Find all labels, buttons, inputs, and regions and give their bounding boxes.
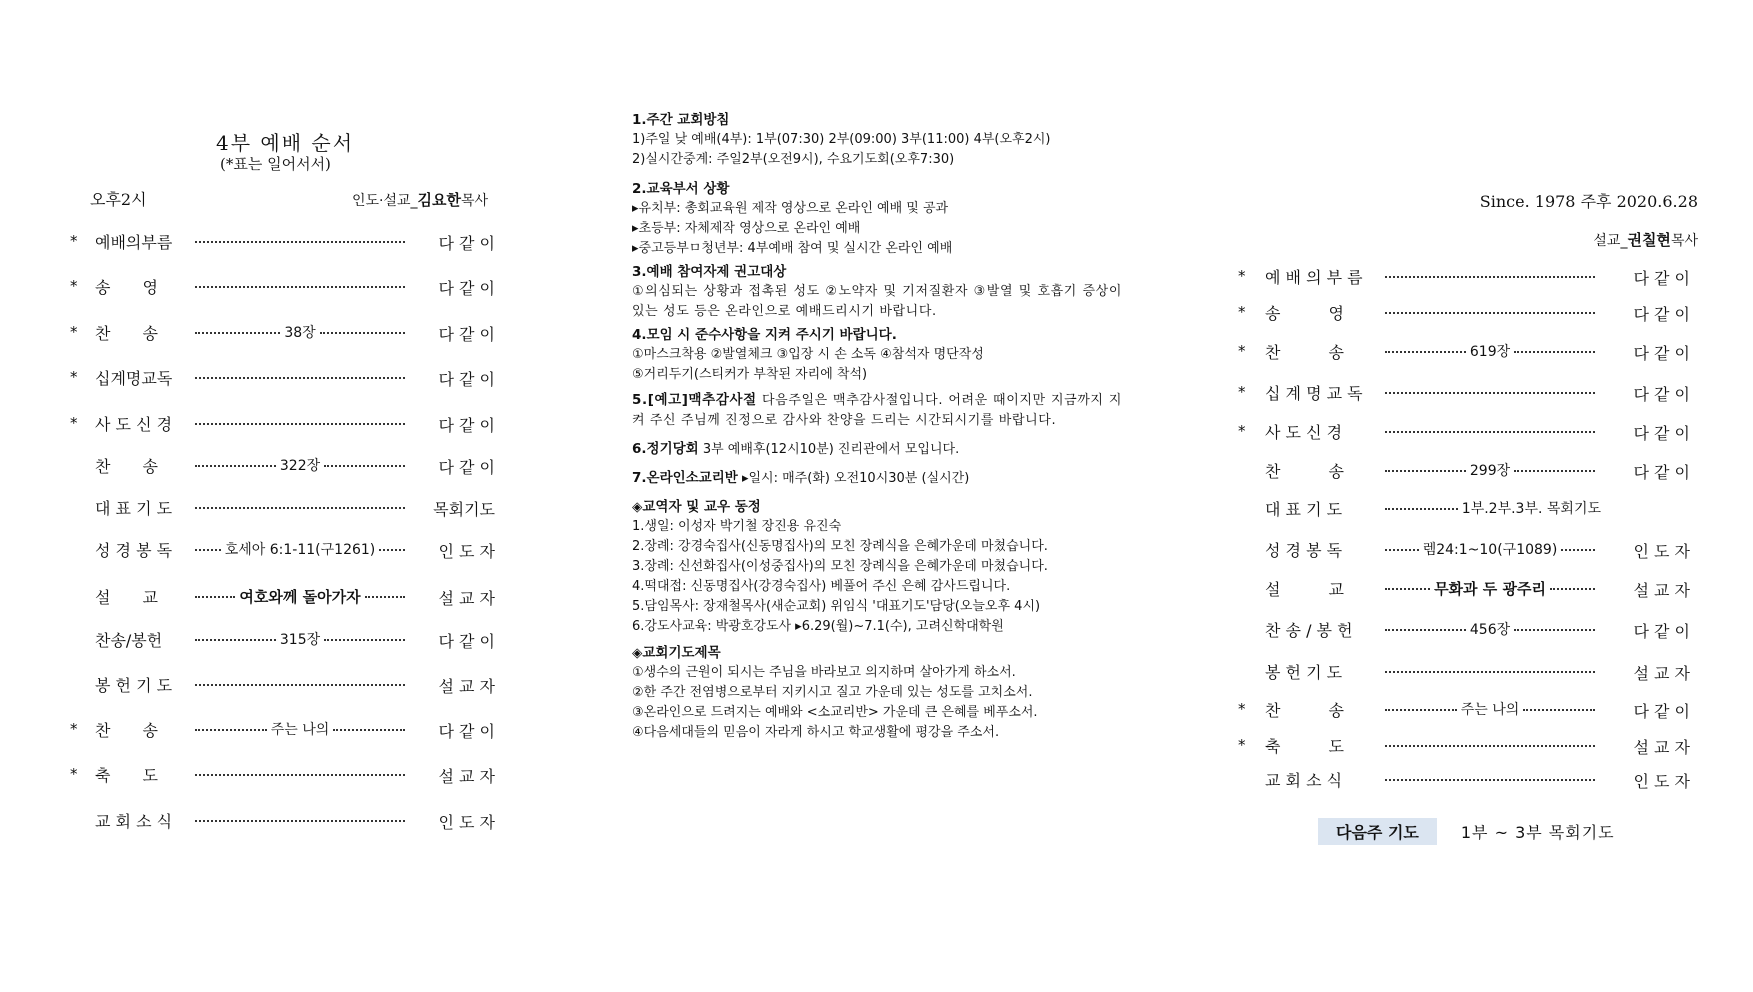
left-service-subtitle: (*표는 일어서서) bbox=[220, 155, 331, 173]
standing-mark: * bbox=[70, 765, 78, 783]
order-dotted-leader bbox=[195, 411, 405, 435]
news-section-rules bbox=[632, 325, 1122, 385]
order-item-person: 설 교 자 bbox=[1633, 581, 1690, 600]
order-item-name: 찬 송 bbox=[95, 456, 158, 476]
order-dotted-leader bbox=[195, 229, 405, 253]
standing-mark: * bbox=[1238, 736, 1246, 754]
news-paragraph: ①의심되는 상황과 접촉된 성도 ②노약자 및 기저질환자 ③발열 및 호흡기 증상이 있는 성도 등은 온라인으로 예배드리시기 바랍니다. bbox=[632, 284, 1122, 319]
order-item-name: 성 경 봉 독 bbox=[1265, 540, 1343, 560]
news-heading: 4.모임 시 준수사항을 지켜 주시기 바랍니다. bbox=[632, 327, 897, 343]
preacher-name: 권칠현 bbox=[1627, 231, 1671, 249]
news-line: ②한 주간 전염병으로부터 지키시고 질고 가운데 있는 성도를 고치소서. bbox=[632, 685, 1033, 700]
order-dotted-leader bbox=[1385, 339, 1595, 363]
news-line: ①마스크착용 ②발열체크 ③입장 시 손 소독 ④참석자 명단작성 bbox=[632, 347, 984, 362]
news-heading: 5.[예고]맥추감사절 bbox=[632, 392, 757, 408]
standing-mark: * bbox=[70, 720, 78, 738]
news-line: ③온라인으로 드려지는 예배와 <소교리반> 가운데 큰 은혜를 베푸소서. bbox=[632, 705, 1038, 720]
order-dotted-leader bbox=[195, 537, 405, 561]
news-line: 6.강도사교육: 박광호강도사 ▸6.29(월)~7.1(수), 고려신학대학원 bbox=[632, 619, 1004, 634]
order-item-detail: 주는 나의 bbox=[270, 722, 330, 738]
standing-mark: * bbox=[70, 323, 78, 341]
order-item-name: 찬 송 bbox=[1265, 700, 1344, 720]
news-section-catechism bbox=[632, 468, 1122, 489]
news-line: 2.장례: 강경숙집사(신동명집사)의 모친 장례식을 은혜가운데 마쳤습니다. bbox=[632, 539, 1048, 554]
order-item-detail: 619장 bbox=[1469, 344, 1511, 360]
order-item-detail: 1부.2부.3부. 목회기도 bbox=[1461, 501, 1601, 517]
order-item-detail: 299장 bbox=[1469, 463, 1511, 479]
order-item-person: 인 도 자 bbox=[438, 542, 495, 561]
order-item-name: 찬 송 / 봉 헌 bbox=[1265, 620, 1353, 640]
news-line: 2)실시간중계: 주일2부(오전9시), 수요기도회(오후7:30) bbox=[632, 152, 955, 167]
right-preacher-line bbox=[1593, 229, 1698, 250]
news-section-policy bbox=[632, 110, 1122, 170]
order-item-detail: 38장 bbox=[284, 325, 316, 341]
news-section-education bbox=[632, 179, 1122, 259]
standing-mark: * bbox=[1238, 303, 1246, 321]
leader-prefix: 인도·설교_ bbox=[352, 193, 418, 209]
order-item-name: 봉 헌 기 도 bbox=[1265, 662, 1343, 682]
order-item-person: 다 같 이 bbox=[438, 325, 495, 344]
order-item-person: 설 교 자 bbox=[438, 677, 495, 696]
order-dotted-leader bbox=[1385, 496, 1605, 520]
order-item-person: 목회기도 bbox=[433, 500, 495, 519]
order-item-person: 다 같 이 bbox=[1633, 702, 1690, 721]
order-item-person: 다 같 이 bbox=[1633, 305, 1690, 324]
order-item-person: 다 같 이 bbox=[1633, 622, 1690, 641]
news-line: ④다음세대들의 믿음이 자라게 하시고 학교생활에 평강을 주소서. bbox=[632, 725, 1000, 740]
order-dotted-leader bbox=[195, 808, 405, 832]
news-heading: ◈교역자 및 교우 동정 bbox=[632, 499, 761, 515]
order-item-person: 다 같 이 bbox=[438, 632, 495, 651]
order-dotted-leader bbox=[195, 672, 405, 696]
leader-name: 김요한 bbox=[417, 191, 462, 209]
order-item-person: 다 같 이 bbox=[1633, 424, 1690, 443]
order-item-name: 십계명교독 bbox=[95, 368, 173, 388]
next-week-prayer bbox=[1318, 818, 1615, 845]
order-item-name: 예배의부름 bbox=[95, 232, 173, 252]
standing-mark: * bbox=[1238, 267, 1246, 285]
left-leader-line bbox=[352, 189, 488, 210]
news-line: 3.장례: 신선화집사(이성중집사)의 모친 장례식을 은혜가운데 마쳤습니다. bbox=[632, 559, 1048, 574]
order-dotted-leader bbox=[1385, 458, 1595, 482]
order-item-name: 사 도 신 경 bbox=[95, 414, 173, 434]
standing-mark: * bbox=[70, 277, 78, 295]
news-section-restriction bbox=[632, 262, 1122, 322]
order-dotted-leader bbox=[195, 453, 405, 477]
left-service-time: 오후2시 bbox=[90, 190, 147, 209]
standing-mark: * bbox=[70, 414, 78, 432]
news-section-session bbox=[632, 439, 1122, 460]
order-item-person: 다 같 이 bbox=[1633, 344, 1690, 363]
standing-mark: * bbox=[1238, 700, 1246, 718]
order-dotted-leader bbox=[195, 627, 405, 651]
news-line: ▸초등부: 자체제작 영상으로 온라인 예배 bbox=[632, 221, 861, 236]
standing-mark: * bbox=[1238, 422, 1246, 440]
order-item-name: 송 영 bbox=[95, 277, 158, 297]
order-dotted-leader bbox=[1385, 659, 1595, 683]
order-item-person: 설 교 자 bbox=[438, 589, 495, 608]
order-item-detail: 315장 bbox=[279, 632, 321, 648]
standing-mark: * bbox=[1238, 383, 1246, 401]
order-item-name: 찬송/봉헌 bbox=[95, 630, 163, 650]
news-heading: 7.온라인소교리반 bbox=[632, 470, 738, 486]
next-week-label: 다음주 기도 bbox=[1318, 818, 1437, 845]
order-item-person: 다 같 이 bbox=[1633, 269, 1690, 288]
standing-mark: * bbox=[70, 368, 78, 386]
order-dotted-leader bbox=[195, 495, 405, 519]
news-line: 4.떡대접: 신동명집사(강경숙집사) 베풀어 주신 은혜 감사드립니다. bbox=[632, 579, 1011, 594]
bulletin-date: Since. 1978 주후 2020.6.28 bbox=[1479, 192, 1698, 211]
order-item-name: 대 표 기 도 bbox=[1265, 499, 1343, 519]
order-item-person: 다 같 이 bbox=[438, 416, 495, 435]
order-dotted-leader bbox=[1385, 733, 1595, 757]
news-section-thanksgiving bbox=[632, 390, 1122, 431]
order-dotted-leader bbox=[1385, 419, 1595, 443]
news-section-members bbox=[632, 497, 1122, 637]
order-item-person: 설 교 자 bbox=[1633, 664, 1690, 683]
order-item-detail: 호세아 6:1-11(구1261) bbox=[224, 542, 376, 558]
news-paragraph: 다음주일은 맥추감사절입니다. 어려운 때이지만 지금까지 지켜 주신 주님께 진정으로 감사와 찬양을 드리는 시간되시기를 바랍니다. bbox=[632, 393, 1122, 428]
news-line: ①생수의 근원이 되시는 주님을 바라보고 의지하며 살아가게 하소서. bbox=[632, 665, 1016, 680]
order-item-person: 다 같 이 bbox=[438, 458, 495, 477]
order-item-name: 교 회 소 식 bbox=[1265, 770, 1343, 790]
news-line: ▸유치부: 총회교육원 제작 영상으로 온라인 예배 및 공과 bbox=[632, 201, 949, 216]
order-item-name: 송 영 bbox=[1265, 303, 1344, 323]
news-heading: 1.주간 교회방침 bbox=[632, 112, 730, 128]
order-dotted-leader bbox=[195, 365, 405, 389]
order-item-name: 봉 헌 기 도 bbox=[95, 675, 173, 695]
news-section-prayer bbox=[632, 643, 1122, 743]
order-item-detail: 322장 bbox=[279, 458, 321, 474]
news-heading: 2.교육부서 상황 bbox=[632, 181, 730, 197]
order-item-person: 다 같 이 bbox=[1633, 385, 1690, 404]
standing-mark: * bbox=[70, 232, 78, 250]
order-item-name: 찬 송 bbox=[95, 323, 158, 343]
order-item-name: 설 교 bbox=[1265, 579, 1344, 599]
order-item-detail: 무화과 두 광주리 bbox=[1434, 579, 1546, 598]
order-item-person: 인 도 자 bbox=[1633, 542, 1690, 561]
order-dotted-leader bbox=[1385, 537, 1595, 561]
leader-suffix: 목사 bbox=[461, 193, 489, 209]
order-item-person: 인 도 자 bbox=[438, 813, 495, 832]
order-dotted-leader bbox=[1385, 576, 1595, 600]
order-dotted-leader bbox=[195, 762, 405, 786]
news-heading: 3.예배 참여자제 권고대상 bbox=[632, 264, 787, 280]
left-service-title: 4부 예배 순서 bbox=[216, 131, 355, 155]
news-line: 1.생일: 이성자 박기철 장진용 유진숙 bbox=[632, 519, 842, 534]
order-item-name: 축 도 bbox=[95, 765, 158, 785]
preacher-prefix: 설교_ bbox=[1593, 233, 1628, 249]
order-item-name: 교 회 소 식 bbox=[95, 811, 173, 831]
news-heading: ◈교회기도제목 bbox=[632, 645, 721, 661]
order-item-name: 십 계 명 교 독 bbox=[1265, 383, 1363, 403]
order-dotted-leader bbox=[1385, 697, 1595, 721]
news-heading: 6.정기당회 bbox=[632, 441, 699, 457]
news-line: ⑤거리두기(스티커가 부착된 자리에 착석) bbox=[632, 367, 868, 382]
order-item-detail: 456장 bbox=[1469, 622, 1511, 638]
order-item-name: 찬 송 bbox=[1265, 342, 1344, 362]
order-dotted-leader bbox=[195, 320, 405, 344]
order-item-person: 인 도 자 bbox=[1633, 772, 1690, 791]
order-item-detail: 여호와께 돌아가자 bbox=[239, 587, 361, 606]
order-item-name: 사 도 신 경 bbox=[1265, 422, 1343, 442]
news-text: ▸일시: 매주(화) 오전10시30분 (실시간) bbox=[737, 471, 970, 486]
order-item-person: 설 교 자 bbox=[1633, 738, 1690, 757]
order-dotted-leader bbox=[1385, 380, 1595, 404]
order-item-detail: 렘24:1~10(구1089) bbox=[1422, 542, 1558, 558]
preacher-suffix: 목사 bbox=[1670, 233, 1698, 249]
order-item-person: 설 교 자 bbox=[438, 767, 495, 786]
news-line: ▸중고등부ㅁ청년부: 4부예배 참여 및 실시간 온라인 예배 bbox=[632, 241, 953, 256]
news-line: 1)주일 낮 예배(4부): 1부(07:30) 2부(09:00) 3부(11:00) 4부(오후2시) bbox=[632, 132, 1051, 147]
church-news bbox=[632, 110, 1122, 743]
standing-mark: * bbox=[1238, 342, 1246, 360]
order-item-person: 다 같 이 bbox=[438, 279, 495, 298]
news-line: 5.담임목사: 장재철목사(새순교회) 위임식 '대표기도'담당(오늘오후 4시) bbox=[632, 599, 1041, 614]
order-dotted-leader bbox=[1385, 617, 1595, 641]
order-dotted-leader bbox=[195, 717, 405, 741]
next-week-text: 1부 ~ 3부 목회기도 bbox=[1460, 823, 1615, 842]
order-item-name: 예 배 의 부 름 bbox=[1265, 267, 1363, 287]
order-item-name: 성 경 봉 독 bbox=[95, 540, 173, 560]
order-dotted-leader bbox=[195, 584, 405, 608]
order-item-person: 다 같 이 bbox=[438, 234, 495, 253]
order-item-person: 다 같 이 bbox=[438, 722, 495, 741]
order-dotted-leader bbox=[195, 274, 405, 298]
order-item-name: 대 표 기 도 bbox=[95, 498, 173, 518]
order-dotted-leader bbox=[1385, 767, 1595, 791]
order-item-name: 축 도 bbox=[1265, 736, 1344, 756]
news-text: 3부 예배후(12시10분) 진리관에서 모입니다. bbox=[698, 442, 960, 457]
order-item-detail: 주는 나의 bbox=[1460, 702, 1520, 718]
order-dotted-leader bbox=[1385, 300, 1595, 324]
order-item-person: 다 같 이 bbox=[438, 370, 495, 389]
order-item-name: 찬 송 bbox=[1265, 461, 1344, 481]
order-item-name: 찬 송 bbox=[95, 720, 158, 740]
order-item-name: 설 교 bbox=[95, 587, 158, 607]
order-item-person: 다 같 이 bbox=[1633, 463, 1690, 482]
order-dotted-leader bbox=[1385, 264, 1595, 288]
